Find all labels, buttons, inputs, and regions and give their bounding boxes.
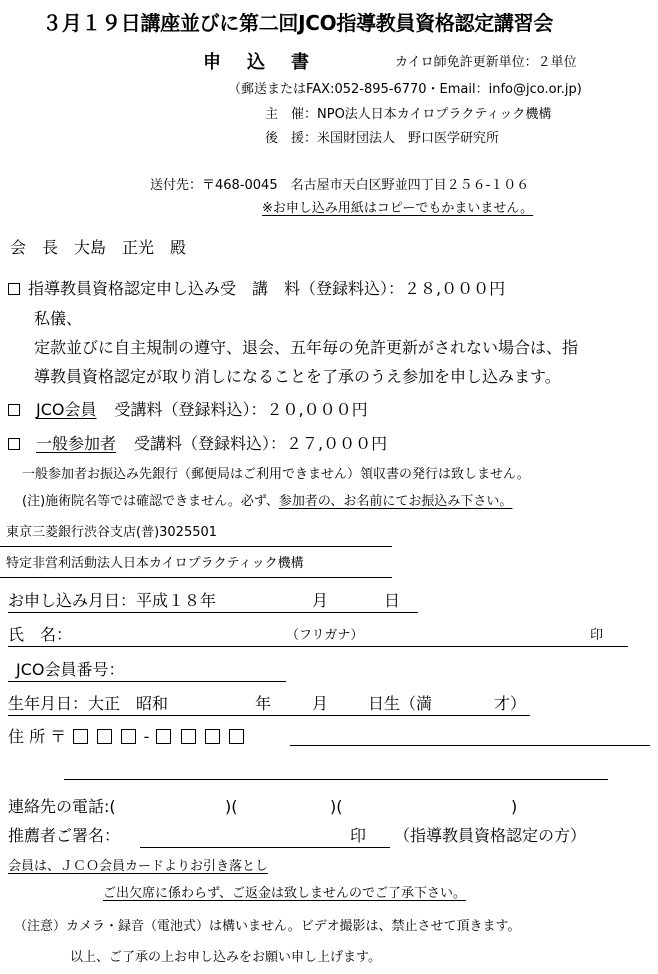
member-checkbox[interactable] <box>8 404 20 416</box>
option-member[interactable] <box>8 400 368 419</box>
general-checkbox[interactable] <box>8 438 20 450</box>
address-line-1[interactable] <box>290 745 650 746</box>
addressee: 会 長 大島 正光 殿 <box>10 238 187 257</box>
statement-line-1: 私儀、 <box>34 309 83 328</box>
instructor-fee-label: 指導教員資格認定申し込み受 講 料（登録料込）：２８,０００円 <box>28 279 506 298</box>
phone-paren-3: ) <box>511 797 518 816</box>
bank-caution-b: 参加者の、お名前にてお振込み下さい。 <box>278 494 513 509</box>
postal-dash: - <box>143 727 150 746</box>
member-number-label: JCO会員番号： <box>16 660 125 679</box>
postal-digit-box[interactable] <box>181 729 196 744</box>
divider <box>0 577 392 578</box>
phone-label: 連絡先の電話:( <box>8 797 116 816</box>
phone-paren-2: )( <box>330 797 343 816</box>
account-holder: 特定非営利活動法人日本カイロプラクティック機構 <box>6 556 304 571</box>
bank-caution <box>22 494 512 510</box>
credit-note: カイロ師免許更新単位：２単位 <box>395 55 577 70</box>
application-date-field[interactable] <box>8 612 418 613</box>
postal-digit-box[interactable] <box>97 729 112 744</box>
statement-line-3: 導教員資格認定が取り消しになることを了承のうえ参加を申し込みます。 <box>34 367 561 386</box>
member-label: JCO会員 <box>36 400 97 419</box>
copy-note: ※お申し込み用紙はコピーでもかまいません。 <box>262 201 534 216</box>
application-day: 日 <box>384 591 401 610</box>
furigana-label: （フリガナ） <box>286 628 364 643</box>
recommender-field[interactable] <box>140 847 390 848</box>
divider <box>0 546 392 547</box>
member-card-note: 会員は、ＪＣＯ会員カードよりお引き落とし <box>8 859 269 874</box>
postal-digit-box[interactable] <box>229 729 244 744</box>
name-label: 氏 名： <box>8 625 73 644</box>
page-title: ３月１９日講座並びに第二回JCO指導教員資格認定講習会 <box>42 11 554 35</box>
name-seal: 印 <box>590 628 604 643</box>
postal-digit-box[interactable] <box>205 729 220 744</box>
birth-year: 年 <box>255 694 272 713</box>
general-fee: 受講料（登録料込）：２７,０００円 <box>134 434 388 453</box>
instructor-checkbox[interactable] <box>8 283 20 295</box>
address-row <box>8 727 246 746</box>
address-line-2[interactable] <box>64 779 608 780</box>
general-label: 一般参加者 <box>36 434 117 453</box>
phone-paren-1: )( <box>225 797 238 816</box>
recommender-seal: 印 <box>350 826 367 845</box>
closing-note: 以上、ご了承の上お申し込みをお願い申し上げます。 <box>70 950 381 965</box>
refund-note: ご出欠席に係わらず、ご返金は致しませんのでご了承下さい。 <box>103 886 466 901</box>
postal-digit-box[interactable] <box>121 729 136 744</box>
member-number-field[interactable] <box>8 681 286 682</box>
birth-age-close: 才） <box>494 694 527 713</box>
bank-account: 東京三菱銀行渋谷支店(普)3025501 <box>6 525 218 540</box>
postal-digit-box[interactable] <box>73 729 88 744</box>
organizer: 主 催：NPO法人日本カイロプラクティック機構 <box>265 107 552 122</box>
birthdate-label: 生年月日：大正 昭和 <box>8 694 169 713</box>
postal-digit-box[interactable] <box>156 729 171 744</box>
birth-day-age: 日生（満 <box>368 694 433 713</box>
option-instructor[interactable] <box>8 279 505 298</box>
member-fee: 受講料（登録料込）：２０,０００円 <box>114 400 368 419</box>
name-field[interactable] <box>8 646 628 647</box>
address-label: 住 所 〒 <box>8 727 67 746</box>
sponsor: 後 援：米国財団法人 野口医学研究所 <box>265 131 500 146</box>
bank-caution-a: (注)施術院名等では確認できません。必ず、 <box>22 494 279 509</box>
application-month: 月 <box>312 591 329 610</box>
recommender-label: 推薦者ご署名： <box>8 826 121 845</box>
bank-note: 一般参加者お振込み先銀行（郵便局はご利用できません）領収書の発行は致しません。 <box>22 467 530 482</box>
birthdate-field[interactable] <box>8 715 530 716</box>
option-general[interactable] <box>8 434 387 453</box>
statement-line-2: 定款並びに自主規制の遵守、退会、五年毎の免許更新がされない場合は、指 <box>34 338 579 357</box>
application-date-label: お申し込み月日：平成１８年 <box>8 591 217 610</box>
recommender-note: （指導教員資格認定の方） <box>394 826 587 845</box>
contact-line: （郵送またはFAX:052-895-6770・Email：info@jco.or.jp) <box>228 82 582 97</box>
recording-note: （注意）カメラ・録音（電池式）は構いません。ビデオ撮影は、禁止させて頂きます。 <box>14 919 521 934</box>
form-title: 申 込 書 <box>203 52 313 73</box>
birth-month: 月 <box>312 694 329 713</box>
send-to-address: 送付先：〒468-0045 名古屋市天白区野並四丁目２５６-１０６ <box>150 178 530 193</box>
